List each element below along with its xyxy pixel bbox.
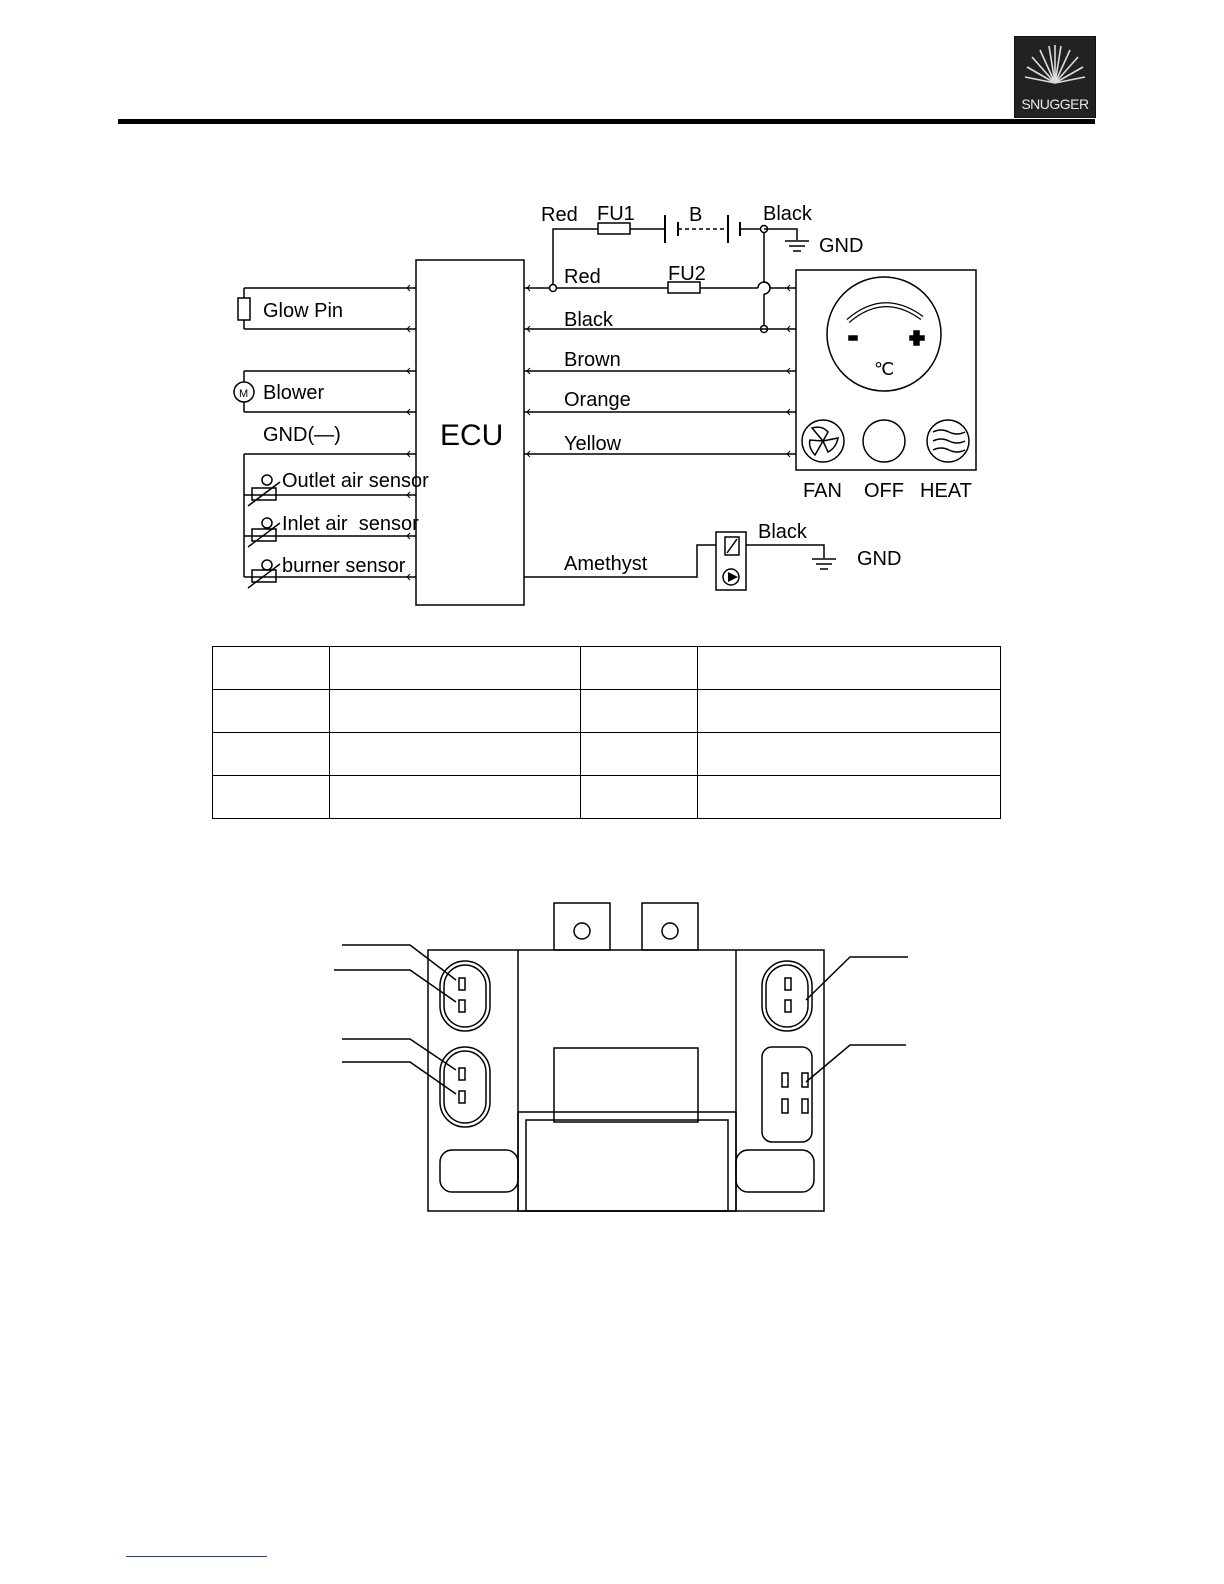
table-cell bbox=[213, 647, 330, 690]
fuel-pump-icon bbox=[716, 532, 746, 590]
table-cell bbox=[213, 776, 330, 819]
label-fu2: FU2 bbox=[668, 263, 706, 285]
table-cell bbox=[329, 733, 580, 776]
brand-name: SNUGGER bbox=[1021, 96, 1089, 112]
table-cell bbox=[329, 776, 580, 819]
label-wire-brown: Brown bbox=[564, 349, 621, 371]
table-cell bbox=[213, 733, 330, 776]
motor-glyph: M bbox=[239, 388, 249, 400]
ecu-housing bbox=[428, 950, 824, 1211]
label-wire-yellow: Yellow bbox=[564, 433, 622, 455]
ecu-label: ECU bbox=[440, 419, 504, 452]
label-wire-orange: Orange bbox=[564, 389, 631, 411]
table-row bbox=[213, 733, 1001, 776]
table-row bbox=[213, 647, 1001, 690]
plug-top-right bbox=[762, 961, 812, 1031]
glow-pin-icon bbox=[238, 298, 250, 320]
off-button-icon bbox=[863, 420, 905, 462]
label-power-red: Red bbox=[541, 204, 578, 226]
table-cell bbox=[698, 647, 1001, 690]
label-blower: Blower bbox=[263, 382, 325, 404]
label-amethyst: Amethyst bbox=[564, 553, 648, 575]
table-cell bbox=[580, 733, 698, 776]
label-wire-red: Red bbox=[564, 266, 601, 288]
plug-bottom-right bbox=[762, 1047, 812, 1142]
table-cell bbox=[698, 776, 1001, 819]
table-cell bbox=[329, 647, 580, 690]
label-glow-pin: Glow Pin bbox=[263, 300, 344, 322]
footer-link-underline[interactable] bbox=[126, 1556, 267, 1557]
table-cell bbox=[329, 690, 580, 733]
label-pump-gnd: GND bbox=[857, 548, 902, 570]
label-burner-sensor: burner sensor bbox=[282, 555, 406, 577]
label-power-gnd: GND bbox=[819, 235, 864, 257]
label-gnd: GND(—) bbox=[263, 424, 341, 446]
table-cell bbox=[213, 690, 330, 733]
label-heat: HEAT bbox=[920, 480, 972, 502]
table-cell bbox=[580, 690, 698, 733]
table-cell bbox=[698, 733, 1001, 776]
table-cell bbox=[580, 776, 698, 819]
label-power-black: Black bbox=[763, 203, 812, 225]
label-fu1: FU1 bbox=[597, 203, 635, 225]
label-pump-black: Black bbox=[758, 521, 807, 543]
label-battery: B bbox=[689, 204, 703, 226]
label-fan: FAN bbox=[803, 480, 842, 502]
spec-table bbox=[212, 646, 1001, 819]
label-off: OFF bbox=[864, 480, 904, 502]
label-outlet-sensor: Outlet air sensor bbox=[282, 470, 429, 492]
label-wire-black: Black bbox=[564, 309, 613, 331]
table-row bbox=[213, 690, 1001, 733]
table-cell bbox=[698, 690, 1001, 733]
table-row bbox=[213, 776, 1001, 819]
label-inlet-sensor: Inlet air sensor bbox=[282, 513, 419, 535]
plug-bottom-left bbox=[440, 1047, 490, 1127]
label-temp-unit: ℃ bbox=[874, 359, 895, 379]
table-cell bbox=[580, 647, 698, 690]
